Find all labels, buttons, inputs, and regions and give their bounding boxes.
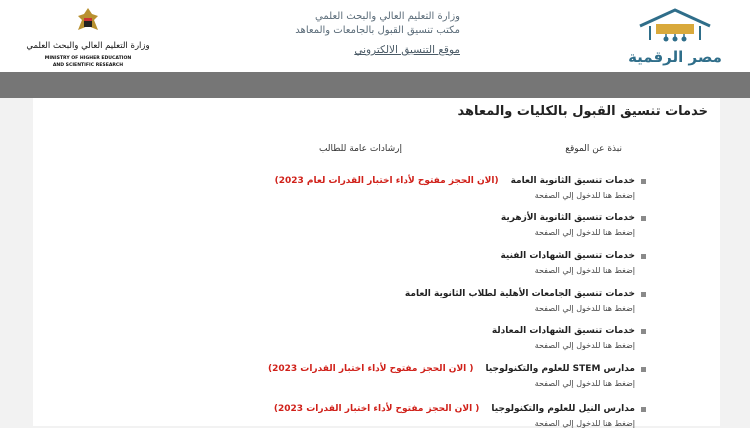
eagle-emblem-icon (78, 8, 98, 30)
bullet-icon (641, 292, 646, 297)
service-note: ( الان الحجز مفتوح لأداء اختبار القدرات 2023) (267, 364, 474, 374)
nav-bar (0, 72, 750, 98)
service-title[interactable]: مدارس النيل للعلوم والتكنولوجيا (491, 404, 635, 414)
svg-text:MINISTRY OF HIGHER EDUCATION: MINISTRY OF HIGHER EDUCATION (44, 56, 132, 61)
tab-student-guide[interactable]: إرشادات عامة للطالب (318, 144, 402, 154)
service-item (501, 213, 646, 237)
site-link[interactable]: موقع التنسيق الالكتروني (354, 44, 460, 56)
service-link[interactable]: إضغط هنا للدخول إلي الصفحة (534, 228, 635, 237)
service-link[interactable]: إضغط هنا للدخول إلي الصفحة (534, 304, 635, 313)
ministry-logo (26, 4, 150, 70)
office-name: مكتب تنسيق القبول بالجامعات والمعاهد (295, 25, 460, 36)
bullet-icon (641, 254, 646, 259)
service-title[interactable]: خدمات تنسيق الثانوية العامة (510, 176, 635, 186)
service-link[interactable]: إضغط هنا للدخول إلي الصفحة (534, 419, 635, 428)
service-item (500, 251, 646, 275)
page-title: خدمات تنسيق القبول بالكليات والمعاهد (457, 104, 708, 119)
service-title[interactable]: خدمات تنسيق الشهادات المعادلة (491, 326, 635, 336)
digital-egypt-logo[interactable] (620, 6, 730, 68)
service-note: ( الان الحجز مفتوح لأداء اختبار القدرات 2023) (273, 404, 480, 414)
svg-text:مصر الرقمية: مصر الرقمية (628, 48, 722, 66)
service-title[interactable]: خدمات تنسيق الشهادات الفنية (500, 251, 635, 261)
bullet-icon (641, 216, 646, 221)
service-item (268, 364, 646, 388)
service-title[interactable]: مدارس STEM للعلوم والتكنولوجيا (485, 364, 635, 374)
bullet-icon (641, 179, 646, 184)
service-link[interactable]: إضغط هنا للدخول إلي الصفحة (534, 191, 635, 200)
bullet-icon (641, 367, 646, 372)
header-titles (270, 10, 460, 58)
service-link[interactable]: إضغط هنا للدخول إلي الصفحة (534, 379, 635, 388)
service-item (405, 289, 646, 313)
tab-about-site[interactable]: نبذة عن الموقع (565, 144, 622, 154)
svg-text:وزارة التعليم العالي والبحث ال: وزارة التعليم العالي والبحث العلمي (26, 41, 150, 51)
svg-text:AND SCIENTIFIC RESEARCH: AND SCIENTIFIC RESEARCH (52, 63, 124, 68)
bullet-icon (641, 329, 646, 334)
bullet-icon (641, 407, 646, 412)
service-item (275, 176, 646, 200)
service-item (274, 404, 646, 428)
site-header (0, 0, 750, 72)
service-link[interactable]: إضغط هنا للدخول إلي الصفحة (534, 341, 635, 350)
main-content (33, 98, 720, 426)
ministry-name: وزارة التعليم العالي والبحث العلمي (315, 11, 460, 22)
service-link[interactable]: إضغط هنا للدخول إلي الصفحة (534, 266, 635, 275)
service-note: (الان الحجز مفتوح لأداء اختبار القدرات لعام 2023) (274, 176, 499, 186)
service-title[interactable]: خدمات تنسيق الجامعات الأهلية لطلاب الثانوية العامة (404, 289, 635, 299)
service-item (492, 326, 646, 350)
service-title[interactable]: خدمات تنسيق الثانوية الأزهرية (500, 213, 635, 223)
